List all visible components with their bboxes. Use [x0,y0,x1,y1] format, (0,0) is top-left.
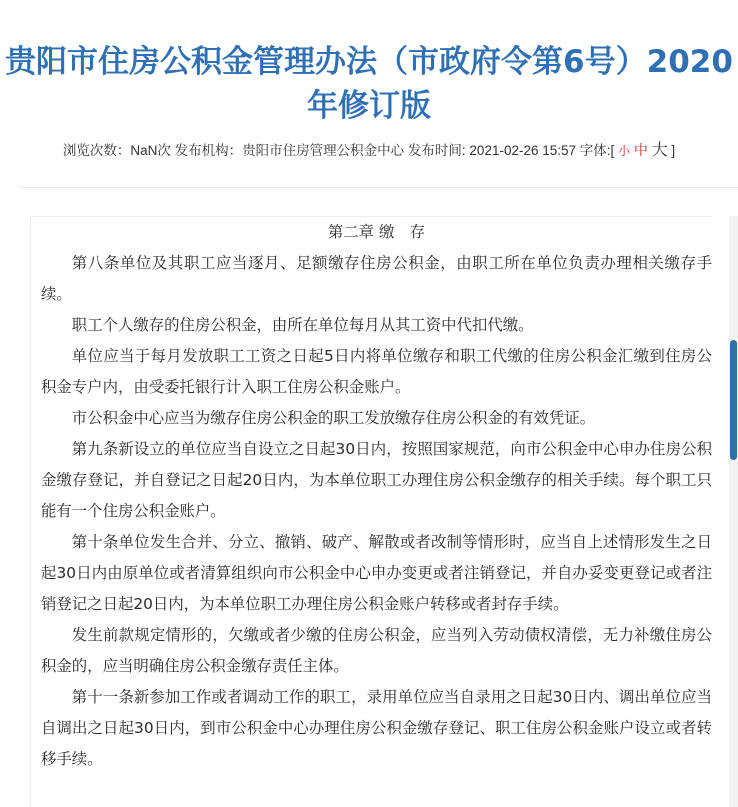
article-paragraph: 第九条新设立的单位应当自设立之日起30日内，按照国家规范，向市公积金中心申办住房公积金缴存登记，并自登记之日起20日内，为本单位职工办理住房公积金缴存的相关手续。每个职工只能有一个住房公积金账户。 [41,440,712,520]
article-paragraph: 单位应当于每月发放职工工资之日起5日内将单位缴存和职工代缴的住房公积金汇缴到住房公积金专户内，由受委托银行计入职工住房公积金账户。 [41,347,712,396]
article-paragraph: 职工个人缴存的住房公积金，由所在单位每月从其工资中代扣代缴。 [71,316,534,334]
publisher-label: 发布机构： [174,143,243,158]
font-size-small-link[interactable]: 小 [618,144,631,158]
font-size-medium-link[interactable]: 中 [633,142,648,158]
article-paragraph: 第八条单位及其职工应当逐月、足额缴存住房公积金，由职工所在单位负责办理相关缴存手续。 [41,254,712,303]
article-paragraph: 第十条单位发生合并、分立、撤销、破产、解散或者改制等情形时，应当自上述情形发生之日起30日内由原单位或者清算组织向市公积金中心申办变更或者注销登记，并自办妥变更登记或者注销登记之日起20日内，为本单位职工办理住房公积金账户转移或者封存手续。 [41,533,712,613]
publisher-value: 贵阳市住房管理公积金中心 [242,143,405,158]
font-size-close: ] [671,143,676,158]
article-paragraph: 第十一条新参加工作或者调动工作的职工，录用单位应当自录用之日起30日内、调出单位应当自调出之日起30日内，到市公积金中心办理住房公积金缴存登记、职工住房公积金账户设立或者转移手续。 [41,688,712,768]
article-meta [0,139,738,162]
scrollbar-thumb[interactable] [730,340,737,460]
article-paragraph: 发生前款规定情形的，欠缴或者少缴的住房公积金，应当列入劳动债权清偿，无力补缴住房公积金的，应当明确住房公积金缴存责任主体。 [41,626,712,675]
date-label: 发布时间: [407,143,466,158]
article-body[interactable] [30,216,712,807]
scrollbar-track[interactable] [729,216,738,807]
font-size-large-link[interactable]: 大 [651,142,668,159]
date-value: 2021-02-26 15:57 [469,143,577,158]
article-title: 贵阳市住房公积金管理办法（市政府令第6号）2020年修订版 [5,44,733,124]
views-label: 浏览次数： [62,143,131,158]
article-body-inner [31,217,712,775]
views-value: NaN次 [130,143,171,158]
article-paragraph: 市公积金中心应当为缴存住房公积金的职工发放缴存住房公积金的有效凭证。 [71,409,596,427]
chapter-heading: 第二章 缴 存 [327,223,426,241]
font-size-label: 字体:[ [579,143,615,158]
header-divider [20,187,738,188]
